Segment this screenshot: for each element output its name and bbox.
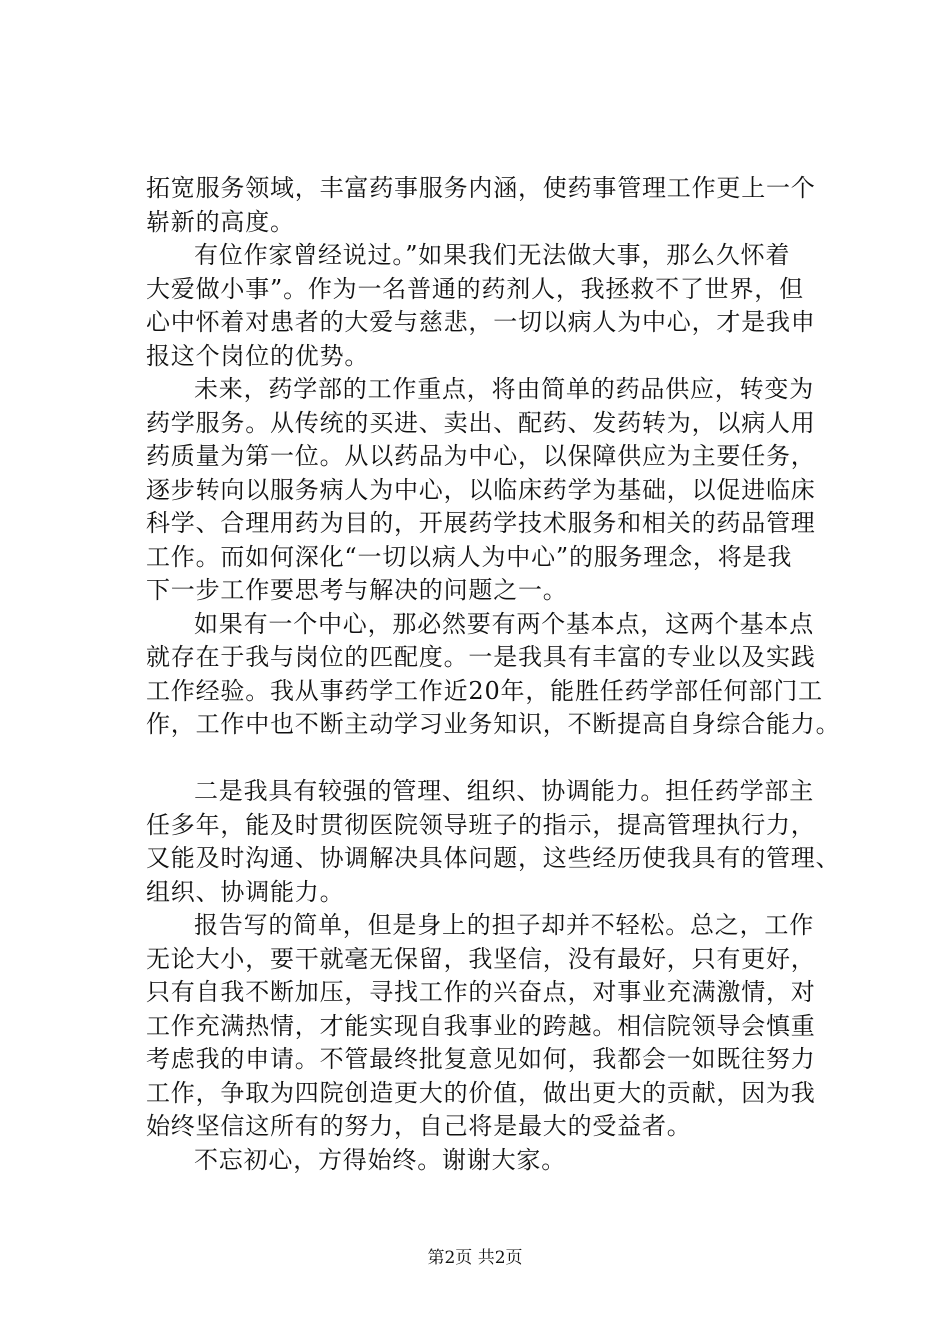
text-line: 下一步工作要思考与解决的问题之一。 (146, 576, 568, 604)
paragraph-start-line: 如果有一个中心，那必然要有两个基本点，这两个基本点 (194, 609, 814, 638)
text-line: 心中怀着对患者的大爱与慈悲，一切以病人为中心，才是我申 (146, 308, 816, 336)
paragraph-start-line: 不忘初心，方得始终。谢谢大家。 (194, 1145, 566, 1174)
text-line: 无论大小，要干就毫无保留，我坚信，没有最好，只有更好， (146, 944, 816, 973)
text-line: 科学、合理用药为目的，开展药学技术服务和相关的药品管理 (146, 509, 816, 537)
text-line: 药学服务。从传统的买进、卖出、配药、发药转为，以病人用 (146, 408, 816, 437)
document-body (146, 172, 841, 1177)
paragraph-start-line: 未来，药学部的工作重点，将由简单的药品供应，转变为 (194, 375, 814, 403)
page-number-footer: 第2页 共2页 (427, 1248, 523, 1268)
text-line: 报这个岗位的优势。 (146, 341, 370, 370)
text-line: 就存在于我与岗位的匹配度。一是我具有丰富的专业以及实践 (146, 643, 816, 671)
paragraph-gap (146, 742, 816, 776)
text-line: 任多年，能及时贯彻医院领导班子的指示，提高管理执行力， (146, 810, 816, 839)
text-line: 药质量为第一位。从以药品为中心，以保障供应为主要任务， (146, 442, 816, 470)
text-line: 逐步转向以服务病人为中心，以临床药学为基础，以促进临床 (146, 475, 816, 504)
text-line: 工作，争取为四院创造更大的价值，做出更大的贡献，因为我 (146, 1078, 816, 1107)
paragraph-start-line: 报告写的简单，但是身上的担子却并不轻松。总之，工作 (194, 911, 814, 939)
text-line: 工作充满热情，才能实现自我事业的跨越。相信院领导会慎重 (146, 1011, 816, 1040)
text-line: 工作。而如何深化“一切以病人为中心”的服务理念，将是我 (146, 542, 793, 571)
paragraph-start-line: 有位作家曾经说过。”如果我们无法做大事，那么久怀着 (194, 241, 791, 269)
text-line: 拓宽服务领域，丰富药事服务内涵，使药事管理工作更上一个 (146, 174, 816, 202)
text-line: 只有自我不断加压，寻找工作的兴奋点，对事业充满激情，对 (146, 978, 816, 1006)
text-line: 组织、协调能力。 (146, 877, 345, 906)
text-line: 又能及时沟通、协调解决具体问题，这些经历使我具有的管理、 (146, 844, 841, 872)
text-line: 崭新的高度。 (146, 207, 295, 236)
text-line: 工作经验。我从事药学工作近20年，能胜任药学部任何部门工 (146, 676, 823, 705)
text-line: 大爱做小事”。作为一名普通的药剂人，我拯救不了世界，但 (146, 274, 804, 303)
text-line: 考虑我的申请。不管最终批复意见如何，我都会一如既往努力 (146, 1045, 816, 1073)
text-line: 始终坚信这所有的努力，自己将是最大的受益者。 (146, 1112, 692, 1140)
text-line: 作，工作中也不断主动学习业务知识，不断提高自身综合能力。 (146, 710, 841, 738)
paragraph-start-line: 二是我具有较强的管理、组织、协调能力。担任药学部主 (194, 777, 814, 805)
